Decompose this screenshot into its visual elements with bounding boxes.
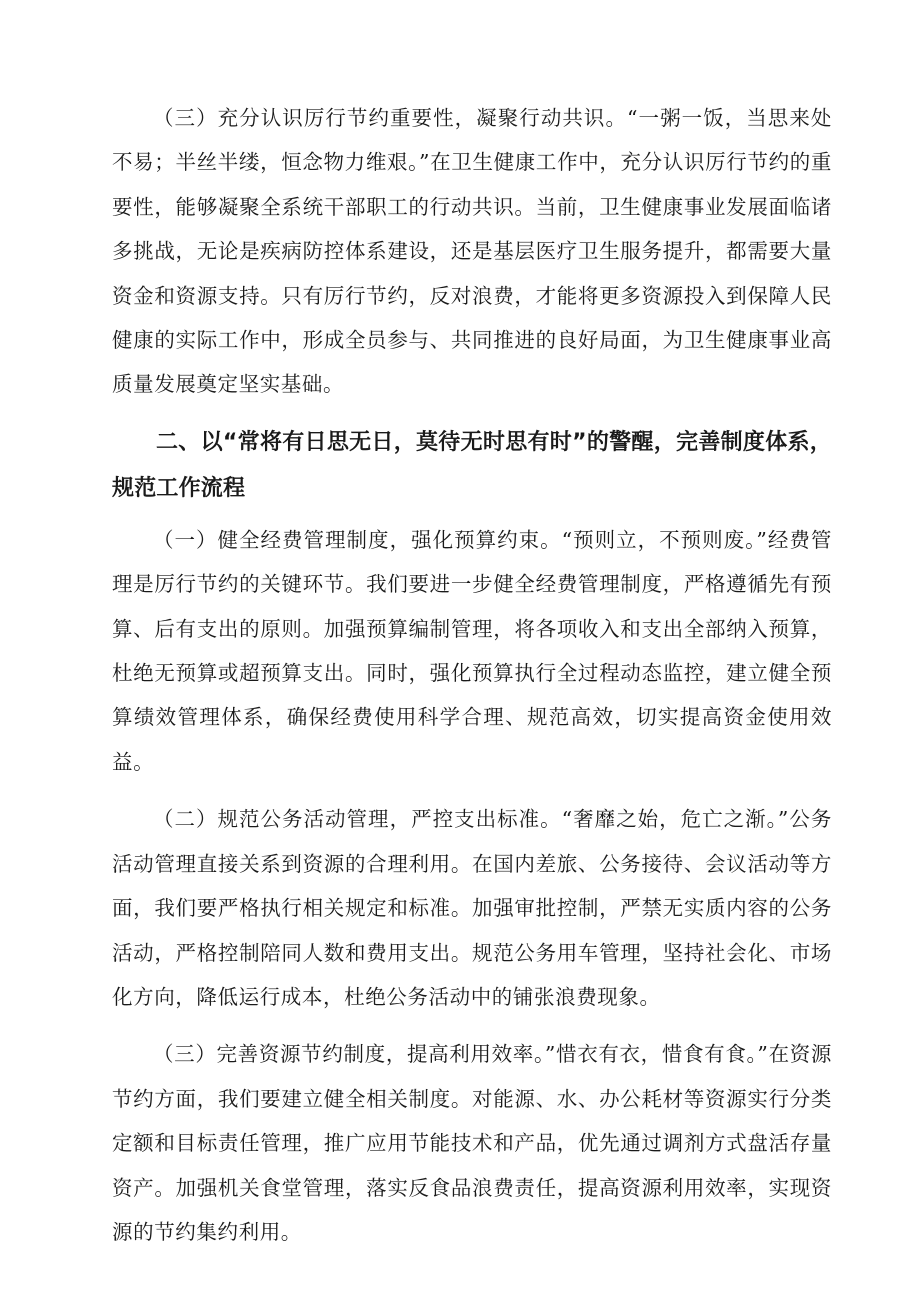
paragraph-3-two-official-activities: （二）规范公务活动管理，严控支出标准。“奢靡之始，危亡之渐。”公务活动管理直接关系到资源的合理利用。在国内差旅、公务接待、会议活动等方面，我们要严格执行相关规定和标准。加强审批控制，严禁无实质内容的公务活动，严格控制陪同人数和费用支出。规范公务用车管理，坚持社会化、市场化方向，降低运行成本，杜绝公务活动中的铺张浪费现象。 (112, 807, 832, 1009)
paragraph-1-three-awareness: （三）充分认识厉行节约重要性，凝聚行动共识。“一粥一饭，当思来处不易；半丝半缕，恒念物力维艰。”在卫生健康工作中，充分认识厉行节约的重要性，能够凝聚全系统干部职工的行动共识。当前，卫生健康事业发展面临诸多挑战，无论是疾病防控体系建设，还是基层医疗卫生服务提升，都需要大量资金和资源支持。只有厉行节约，反对浪费，才能将更多资源投入到保障人民健康的实际工作中，形成全员参与、共同推进的良好局面，为卫生健康事业高质量发展奠定坚实基础。 (112, 106, 832, 397)
paragraph-2-one-budget: （一）健全经费管理制度，强化预算约束。“预则立，不预则废。”经费管理是厉行节约的关键环节。我们要进一步健全经费管理制度，严格遵循先有预算、后有支出的原则。加强预算编制管理，将各项收入和支出全部纳入预算，杜绝无预算或超预算支出。同时，强化预算执行全过程动态监控，建立健全预算绩效管理体系，确保经费使用科学合理、规范高效，切实提高资金使用效益。 (112, 527, 832, 774)
section-heading-2: 二、以“常将有日思无日，莫待无时思有时”的警醒，完善制度体系，规范工作流程 (112, 429, 832, 501)
paragraph-4-three-resource-saving: （三）完善资源节约制度，提高利用效率。”惜衣有衣，惜食有食。”在资源节约方面，我们要建立健全相关制度。对能源、水、办公耗材等资源实行分类定额和目标责任管理，推广应用节能技术和产品，优先通过调剂方式盘活存量资产。加强机关食堂管理，落实反食品浪费责任，提高资源利用效率，实现资源的节约集约利用。 (112, 1042, 832, 1244)
